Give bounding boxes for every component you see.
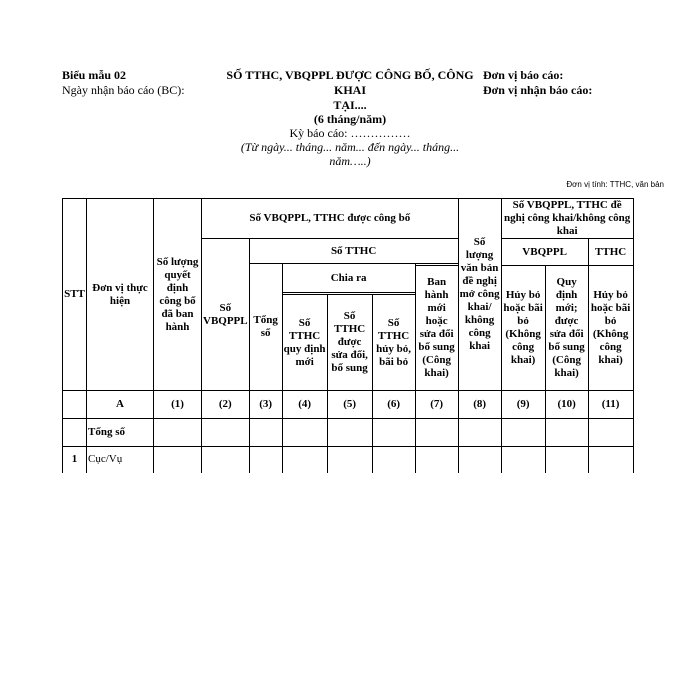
total-row-stt xyxy=(63,419,87,447)
header-stt: STT xyxy=(63,199,87,391)
index-cell: (10) xyxy=(545,391,588,419)
table-cell xyxy=(202,447,250,473)
header-group-tthc: Số TTHC xyxy=(249,239,458,264)
index-cell: (6) xyxy=(372,391,415,419)
index-cell: (11) xyxy=(588,391,633,419)
receiving-unit-label: Đơn vị nhận báo cáo: xyxy=(483,83,593,97)
table-cell xyxy=(249,419,282,447)
header-proposed-tthc-cancel: Hủy bỏ hoặc bãi bỏ (Không công khai) xyxy=(588,266,633,391)
header-docs-public: Số lượng văn bản đề nghị mở công khai/ không công khai xyxy=(458,199,501,391)
table-row xyxy=(63,447,634,473)
header-proposed-tthc-new: Quy định mới; được sửa đổi bổ sung (Công khai) xyxy=(545,266,588,391)
table-cell xyxy=(282,447,327,473)
report-title-line3: TẠI.... xyxy=(333,98,367,112)
date-range-line1: (Từ ngày... tháng... năm... đến ngày... tháng... xyxy=(240,140,460,154)
header-breakdown: Chia ra xyxy=(282,264,415,293)
report-title-line1: SỐ TTHC, VBQPPL ĐƯỢC CÔNG BỐ, CÔNG xyxy=(226,68,474,82)
header-proposed-vbqppl-new: Ban hành mới hoặc sửa đổi bổ sung (Công khai) xyxy=(415,266,458,391)
table-cell xyxy=(415,447,458,473)
table-cell xyxy=(282,419,327,447)
header-tthc-new: Số TTHC quy định mới xyxy=(282,295,327,391)
column-index-row xyxy=(63,391,634,419)
table-cell xyxy=(458,447,501,473)
received-date-label: Ngày nhận báo cáo (BC): xyxy=(62,83,185,97)
table-cell xyxy=(545,447,588,473)
table-cell xyxy=(327,447,372,473)
report-period: Kỳ báo cáo: …………… xyxy=(289,126,411,140)
row-unit: Cục/Vụ xyxy=(87,447,154,473)
total-row-label: Tổng số xyxy=(87,419,154,447)
table-cell xyxy=(249,447,282,473)
index-cell: (1) xyxy=(154,391,202,419)
period-type: (6 tháng/năm) xyxy=(313,112,387,126)
header-group-published: Số VBQPPL, TTHC được công bố xyxy=(202,199,459,239)
table-cell xyxy=(154,419,202,447)
index-cell-stt xyxy=(63,391,87,419)
header-tthc-cancelled: Số TTHC hủy bỏ, bãi bỏ xyxy=(372,295,415,391)
table-cell xyxy=(372,447,415,473)
table-cell xyxy=(458,419,501,447)
index-cell: (5) xyxy=(327,391,372,419)
table-cell xyxy=(415,419,458,447)
header-proposed-vbqppl-cancel: Hủy bỏ hoặc bãi bỏ (Không công khai) xyxy=(501,266,545,391)
table-cell xyxy=(545,419,588,447)
header-vbqppl-count: Số VBQPPL xyxy=(202,239,250,391)
table-cell xyxy=(154,447,202,473)
index-cell: (3) xyxy=(249,391,282,419)
report-table xyxy=(62,198,634,473)
header-proposed-tthc: TTHC xyxy=(588,239,633,266)
index-cell: (9) xyxy=(501,391,545,419)
index-cell: (4) xyxy=(282,391,327,419)
header-tthc-total: Tổng số xyxy=(249,264,282,391)
table-cell xyxy=(588,447,633,473)
header-proposed-vbqppl: VBQPPL xyxy=(501,239,588,266)
row-stt: 1 xyxy=(63,447,87,473)
index-cell: (8) xyxy=(458,391,501,419)
index-cell: (7) xyxy=(415,391,458,419)
table-cell xyxy=(588,419,633,447)
form-id: Biểu mẫu 02 xyxy=(62,68,127,82)
report-title-line2: KHAI xyxy=(333,83,366,97)
index-cell: A xyxy=(87,391,154,419)
table-cell xyxy=(501,419,545,447)
date-range-line2: năm…..) xyxy=(329,154,371,168)
table-cell xyxy=(202,419,250,447)
total-row xyxy=(63,419,634,447)
table-cell xyxy=(501,447,545,473)
table-cell xyxy=(327,419,372,447)
index-cell: (2) xyxy=(202,391,250,419)
header-group-proposed: Số VBQPPL, TTHC đề nghị công khai/không công khai xyxy=(501,199,633,239)
table-cell xyxy=(372,419,415,447)
header-tthc-amended: Số TTHC được sửa đổi, bổ sung xyxy=(327,295,372,391)
header-decisions-count: Số lượng quyết định công bố đã ban hành xyxy=(154,199,202,391)
header-unit: Đơn vị thực hiện xyxy=(87,199,154,391)
reporting-unit-label: Đơn vị báo cáo: xyxy=(483,68,564,82)
unit-of-measure: Đơn vị tính: TTHC, văn bản xyxy=(566,180,664,189)
